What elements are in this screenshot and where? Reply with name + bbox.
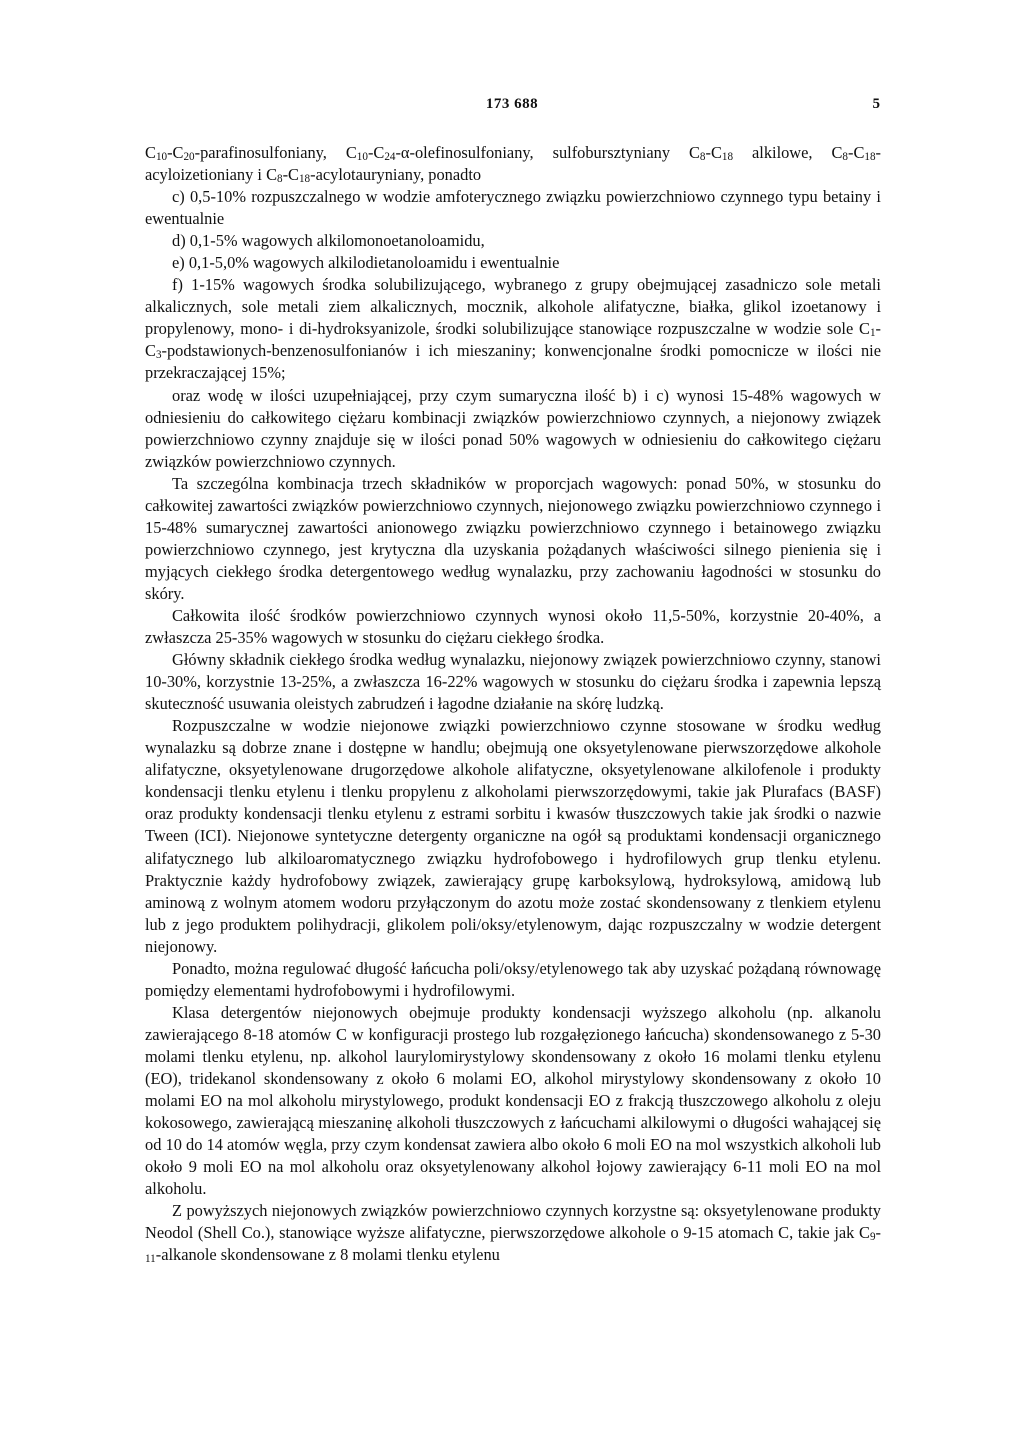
page-number: 5 bbox=[872, 96, 880, 112]
paragraph: Całkowita ilość środków powierzchniowo czynnych wynosi około 11,5-50%, korzystnie 20-40%, a zwłaszcza 25-35% wagowych w stosunku do ciężaru ciekłego środka. bbox=[145, 605, 881, 648]
page-header bbox=[0, 96, 1024, 120]
paragraph: oraz wodę w ilości uzupełniającej, przy czym sumaryczna ilość b) i c) wynosi 15-48% wagowych w odniesieniu do całkowitego ciężaru kombinacji związków powierzchniowo czynnych, a niejonowy związek powierzchniowo czynny znajduje się w ilości ponad 50% wagowych w odniesieniu do całkowitego ciężaru związków powierzchniowo czynnych. bbox=[145, 385, 881, 471]
paragraph: Z powyższych niejonowych związków powierzchniowo czynnych korzystne są: oksyetylenowane produkty Neodol (Shell Co.), stanowiące wyższe alifatyczne, pierwszorzędowe alkohole o 9-15 atomach C, takie jak $C_9-_{11}$-alkanole skondensowane z 8 molami tlenku etylenu bbox=[145, 1201, 881, 1266]
patent-number: 173 688 bbox=[485, 96, 539, 112]
paragraph: Klasa detergentów niejonowych obejmuje produkty kondensacji wyższego alkoholu (np. alkanolu zawierającego 8-18 atomów C w konfiguracji prostego lub rozgałęzionego łańcucha) skondensowanego z 5-30 molami tlenku etylenu, np. alkohol laurylomirystylowy skondensowany z około 16 molami tlenku etylenu (EO), tridekanol skondensowany z około 6 molami EO, alkohol mirystylowy skondensowany z około 10 molami EO na mol alkoholu mirystylowego, produkt kondensacji EO z frakcją tłuszczowego alkoholu z oleju kokosowego, zawierającą mieszaninę alkoholi tłuszczowych z łańcuchami alkilowymi o długości wahającej się od 10 do 14 atomów węgla, przy czym kondensat zawiera albo około 6 moli EO na mol wszystkich alkoholi lub około 9 moli EO na mol alkoholu oraz oksyetylenowany alkohol łojowy zawierający 6-11 moli EO na mol alkoholu. bbox=[145, 1002, 881, 1199]
list-item-e: e) 0,1-5,0% wagowych alkilodietanoloamidu i ewentualnie bbox=[172, 253, 560, 273]
paragraph: Ta szczególna kombinacja trzech składników w proporcjach wagowych: ponad 50%, w stosunku do całkowitej zawartości związków powierzchniowo czynnych, niejonowego związku powierzchniowo czynnego i 15-48% sumarycznej zawartości anionowego związku powierzchniowo czynnego i betainowego związku powierzchniowo czynnego, jest krytyczna dla uzyskania pożądanych właściwości silnego pienienia się i myjących ciekłego środka detergentowego według wynalazku, przy zachowaniu łagodności w stosunku do skóry. bbox=[145, 473, 881, 603]
list-item-f: f) 1-15% wagowych środka solubilizującego, wybranego z grupy obejmującej zasadniczo sole metali alkalicznych, sole metali ziem alkalicznych, mocznik, alkohole alifatyczne, białka, glikol izoetanowy i propylenowy, mono- i di-hydroksyanizole, środki solubilizujące stanowiące rozpuszczalne w wodzie sole $C_1-C_3-podstawionych$-benzenosulfonianów i ich mieszaniny; konwencjonalne środki pomocnicze w ilości nie przekraczającej 15%; bbox=[145, 275, 881, 383]
list-item-c: c) 0,5-10% rozpuszczalnego w wodzie amfoterycznego związku powierzchniowo czynnego typu betainy i ewentualnie bbox=[145, 187, 881, 229]
paragraph: Główny składnik ciekłego środka według wynalazku, niejonowy związek powierzchniowo czynny, stanowi 10-30%, korzystnie 13-25%, a zwłaszcza 16-22% wagowych w stosunku do ciężaru środka i zapewnia lepszą skuteczność usuwania oleistych zabrudzeń i łagodne działanie na skórę ludzką. bbox=[145, 650, 881, 714]
document-body bbox=[145, 142, 881, 1266]
paragraph: Ponadto, można regulować długość łańcucha poli/oksy/etylenowego tak aby uzyskać pożądaną równowagę pomiędzy elementami hydrofobowymi i hydrofilowymi. bbox=[145, 958, 881, 1000]
paragraph: $C_{10}-C_{20}$-parafinosulfoniany, $C_{10}-C_{24}-\alpha$-olefinosulfoniany, sulfobursztyniany $C_8-C_{18}$ alkilowe, $C_8-C_{18}$-acyloizetioniany i $C_8-C_{18}$-acylotauryniany, ponadto bbox=[145, 143, 881, 186]
list-item-d: d) 0,1-5% wagowych alkilomonoetanoloamidu, bbox=[172, 231, 485, 251]
paragraph: Rozpuszczalne w wodzie niejonowe związki powierzchniowo czynne stosowane w środku według wynalazku są dobrze znane i dostępne w handlu; obejmują one oksyetylenowane pierwszorzędowe alkohole alifatyczne, oksyetylenowane drugorzędowe alkohole alifatyczne, oksyetylenowane alkilofenole i produkty kondensacji tlenku etylenu i tlenku propylenu z alkoholami pierwszorzędowymi, takie jak Plurafacs (BASF) oraz produkty kondensacji tlenku etylenu z estrami sorbitu i kwasów tłuszczowych takie jak środki o nazwie Tween (ICI). Niejonowe syntetyczne detergenty organiczne na ogół są produktami kondensacji organicznego alifatycznego lub alkiloaromatycznego związku hydrofobowego i hydrofilowych grup tlenku etylenu. Praktycznie każdy hydrofobowy związek, zawierający grupę karboksylową, hydroksylową, amidową lub aminową z wolnym atomem wodoru przyłączonym do azotu może zostać skondensowany z tlenkiem etylenu lub z jego produktem polihydracji, glikolem poli/oksy/etylenowym, dając rozpuszczalny w wodzie detergent niejonowy. bbox=[145, 716, 881, 956]
